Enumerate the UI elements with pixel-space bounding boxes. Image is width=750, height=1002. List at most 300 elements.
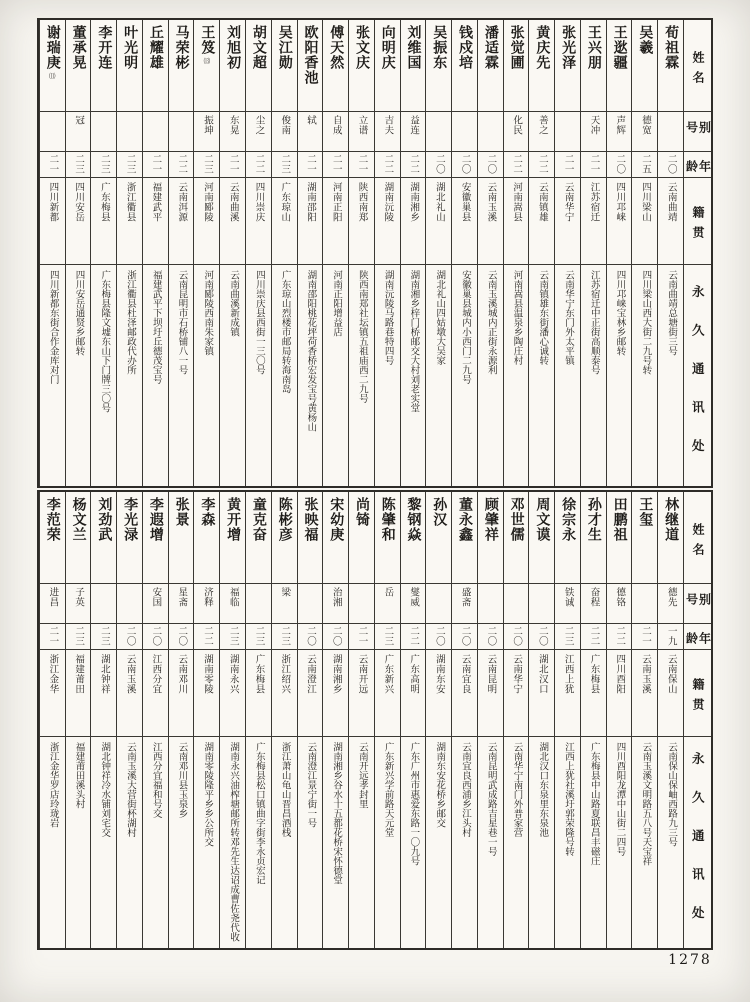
entry-name: 马荣彬: [173, 25, 190, 70]
entry-alias-text: 益连: [408, 115, 420, 135]
entry-name-cell: [169, 492, 194, 584]
entry-address: [349, 265, 374, 486]
col-header-address: [684, 737, 711, 948]
entry-native-place-text: 河南郾陵: [201, 182, 213, 222]
entry-name-cell: [220, 20, 245, 112]
entry-name-wrap: [663, 25, 678, 70]
entry-age-text: 二〇: [305, 626, 317, 646]
entry-native-place-text: 云南澄江: [305, 654, 317, 694]
entry-column: [39, 20, 65, 486]
entry-native-place-text: 湖南湘乡: [408, 182, 420, 222]
entry-native-place-text: 云南开远: [356, 654, 368, 694]
entry-name-wrap: [45, 497, 60, 542]
entry-name-cell: [349, 492, 374, 584]
entry-address-text: 云南玉溪文明路五八号天宝祥: [640, 742, 652, 866]
entry-alias: [478, 584, 503, 624]
entry-native-place-text: 湖南沅陵: [382, 182, 394, 222]
entry-age-text: 二三: [73, 154, 85, 174]
entry-name-cell: [607, 492, 632, 584]
entry-address: [452, 737, 477, 948]
entry-name-cell: [272, 492, 297, 584]
entry-alias: [40, 112, 65, 152]
entry-native-place: [66, 650, 91, 737]
entry-address: [478, 265, 503, 486]
entry-age-text: 二〇: [665, 154, 677, 174]
entry-name-cell: [375, 492, 400, 584]
entry-native-place: [91, 178, 116, 265]
entry-alias-text: 燮威: [408, 587, 420, 607]
entry-alias: [607, 584, 632, 624]
entry-name: 田鹏祖: [611, 497, 628, 542]
entry-column: [116, 492, 142, 948]
entry-name-wrap: [483, 25, 498, 70]
entry-age: [555, 624, 580, 650]
entry-address-text: 广东梅县隆文墟东山下门牌三〇号: [99, 270, 111, 413]
entry-alias: [555, 112, 580, 152]
entry-address-text: 四川安岳通贤乡邮转: [73, 270, 85, 356]
entry-address-text: 河南郾陵西南朱家镇: [202, 270, 214, 356]
entry-age-text: 二〇: [124, 626, 136, 646]
entry-name-wrap: [380, 25, 395, 70]
entry-native-place: [40, 178, 65, 265]
entry-age-text: 二一: [227, 154, 239, 174]
entry-native-place-text: 湖南零陵: [201, 654, 213, 694]
entry-native-place: [401, 178, 426, 265]
entry-age-text: 二〇: [433, 154, 445, 174]
entry-native-place: [555, 178, 580, 265]
entry-native-place: [375, 650, 400, 737]
entry-native-place-text: 云南玉溪: [485, 182, 497, 222]
entry-name-cell: [220, 492, 245, 584]
entry-name-cell: [607, 20, 632, 112]
entry-native-place: [581, 178, 606, 265]
col-header-address-text: 永久通讯处: [690, 751, 706, 945]
entry-age-text: 二三: [124, 154, 136, 174]
entry-address-text: 湖北礼山四姑墩大吴家: [434, 270, 446, 365]
entry-age: [632, 624, 657, 650]
entry-address-text: 江西分宜福和号交: [150, 742, 162, 818]
entry-age-text: 二一: [356, 626, 368, 646]
col-header-alias-text: 别号: [684, 121, 711, 139]
entry-native-place: [117, 178, 142, 265]
entry-native-place: [143, 178, 168, 265]
entry-age-text: 二三: [98, 626, 110, 646]
entry-name-cell: [246, 492, 271, 584]
entry-address: [66, 737, 91, 948]
entry-address: [426, 265, 451, 486]
entry-name-cell: [658, 20, 683, 112]
entry-age: [401, 152, 426, 178]
entry-address-text: 浙江衢县杜泽邮政代办所: [125, 270, 136, 375]
entry-alias: [401, 112, 426, 152]
entry-address-text: 云南玉溪大营街杯湖村: [125, 742, 136, 837]
entry-name-wrap: [586, 25, 601, 70]
entry-name-cell: [117, 492, 142, 584]
entry-alias: [478, 112, 503, 152]
entry-age-text: 二三: [227, 626, 239, 646]
entry-name-wrap: [70, 497, 85, 542]
entry-age: [143, 624, 168, 650]
entry-address: [632, 737, 657, 948]
entry-footnote-mark: ⑾: [48, 72, 56, 80]
entry-alias-text: 尘之: [253, 115, 265, 135]
entry-alias: [504, 584, 529, 624]
entry-age: [91, 152, 116, 178]
col-header-name: [684, 20, 711, 112]
entry-name-wrap: [431, 497, 446, 527]
entry-name-wrap: [534, 25, 549, 70]
entry-address-text: 广东琼山烈楼市邮局转海南岛: [279, 270, 291, 394]
entry-native-place-text: 云南华宁: [562, 182, 574, 222]
entry-name: 黎钢焱: [405, 497, 422, 542]
entry-age-text: 二二: [176, 154, 188, 174]
entry-column: [400, 492, 426, 948]
entry-alias-text: 安国: [150, 587, 162, 607]
entry-alias: [426, 584, 451, 624]
col-header-native-text: 籍贯: [690, 678, 705, 718]
entry-age-text: 二五: [639, 154, 651, 174]
entry-alias: [220, 112, 245, 152]
entry-age: [426, 152, 451, 178]
entry-native-place-text: 四川新都: [47, 182, 59, 222]
entry-age: [66, 152, 91, 178]
entry-name-wrap: [457, 497, 472, 542]
entry-name-wrap: [431, 25, 446, 70]
entry-address-text: 云南镇雄东街潘心诚转: [537, 270, 549, 365]
entry-column: [297, 492, 323, 948]
entry-native-place-text: 湖北钟祥: [98, 654, 110, 694]
entry-age: [349, 152, 374, 178]
entry-name: 陈肇和: [379, 497, 396, 542]
entry-age-text: 二〇: [485, 626, 497, 646]
entry-alias-text: 德宽: [639, 115, 651, 135]
entry-native-place: [143, 650, 168, 737]
entry-native-place: [426, 650, 451, 737]
entry-name: 刘维国: [405, 25, 422, 70]
col-header-alias: [684, 112, 711, 152]
entry-address: [504, 737, 529, 948]
entry-alias: [117, 584, 142, 624]
entry-age: [143, 152, 168, 178]
entry-column: [168, 20, 194, 486]
entry-address: [91, 737, 116, 948]
col-header-address: [684, 265, 711, 486]
entry-name-cell: [452, 492, 477, 584]
entry-name-cell: [143, 492, 168, 584]
entry-age-text: 二一: [150, 154, 162, 174]
entry-address-text: 广东新兴学前路天元堂: [382, 742, 394, 837]
entry-age: [478, 152, 503, 178]
entry-name-cell: [298, 20, 323, 112]
entry-age-text: 二二: [253, 154, 265, 174]
entry-alias: [658, 584, 683, 624]
entry-alias-text: 德先: [665, 587, 677, 607]
entry-age-text: 二二: [382, 154, 394, 174]
entry-name: 孙汉: [431, 497, 448, 527]
entry-native-place-text: 云南曲靖: [665, 182, 677, 222]
entry-native-place: [272, 650, 297, 737]
entry-age: [581, 152, 606, 178]
entry-native-place: [272, 178, 297, 265]
entry-alias: [220, 584, 245, 624]
entry-alias-text: 自成: [330, 115, 342, 135]
entry-alias: [349, 112, 374, 152]
entry-name: 傅天然: [328, 25, 345, 70]
entry-address-text: 江苏宿迁中正街高顺泰号: [588, 270, 600, 375]
entry-native-place-text: 云南玉溪: [639, 654, 651, 694]
entry-alias-text: 济释: [201, 587, 213, 607]
entry-column: [657, 492, 683, 948]
entry-name-cell: [401, 20, 426, 112]
entry-name: 荀祖霖: [663, 25, 680, 70]
entry-address-text: 湖南永兴油榨塘邮所转邓先生达诏成曹佐尧代收: [228, 742, 240, 942]
entry-alias: [323, 112, 348, 152]
entry-alias: [607, 112, 632, 152]
entry-address-text: 四川新都东街合作金库对门: [47, 270, 59, 384]
entry-address-text: 陕西南郑社坛镇五祖庙西二九号: [356, 270, 368, 403]
entry-age: [298, 624, 323, 650]
entry-name-cell: [117, 20, 142, 112]
entry-native-place-text: 湖北汉口: [536, 654, 548, 694]
entry-alias-text: 善之: [536, 115, 548, 135]
entry-age: [504, 624, 529, 650]
entry-alias-text: 岳: [382, 587, 394, 597]
entry-name-wrap: [637, 497, 652, 527]
entry-address: [658, 265, 683, 486]
entry-address: [323, 265, 348, 486]
entry-alias-text: 子英: [73, 587, 85, 607]
entry-native-place-text: 湖南永兴: [227, 654, 239, 694]
col-header-age: [684, 152, 711, 178]
entry-age: [194, 152, 219, 178]
entry-address-text: 四川邛崃宝林乡邮转: [614, 270, 626, 356]
entry-native-place: [220, 650, 245, 737]
entry-name: 叶光明: [122, 25, 139, 70]
entry-address-text: 云南保山保岫西路九三号: [666, 742, 678, 847]
entry-address-text: 湖南沅陵马路巷特四号: [382, 270, 394, 365]
col-header-native-text: 籍贯: [690, 206, 705, 246]
entry-alias: [529, 112, 554, 152]
entry-address-text: 湖南邵阳桃花坪荷香桥宏发宝号黄杨山: [305, 270, 317, 432]
entry-address: [117, 737, 142, 948]
entry-address: [40, 265, 65, 486]
entry-address-text: 云南昆明市石桥铺八一号: [176, 270, 188, 375]
entry-age: [529, 152, 554, 178]
entry-native-place-text: 云南邓川: [176, 654, 188, 694]
entry-native-place: [298, 178, 323, 265]
entry-name-wrap: [277, 25, 292, 70]
entry-name: 徐宗永: [560, 497, 577, 542]
entry-name-cell: [555, 20, 580, 112]
entry-alias: [581, 584, 606, 624]
entry-age: [349, 624, 374, 650]
entry-alias: [169, 112, 194, 152]
entry-age: [658, 152, 683, 178]
entry-name: 黄庆先: [534, 25, 551, 70]
entry-column: [425, 492, 451, 948]
entry-name: 李开连: [96, 25, 113, 70]
entry-address-text: 广东广州市惠爱东路一〇九号: [408, 742, 420, 866]
entry-name-wrap: [174, 25, 189, 70]
entry-name-cell: [143, 20, 168, 112]
entry-column: [528, 492, 554, 948]
entry-alias-text: 治湘: [330, 587, 342, 607]
entry-age-text: 二〇: [511, 626, 523, 646]
entry-age: [40, 152, 65, 178]
entry-name: 向明庆: [379, 25, 396, 70]
entry-name: 刘旭初: [225, 25, 242, 70]
entry-name-wrap: [122, 497, 137, 542]
entry-address: [298, 265, 323, 486]
entry-age: [246, 152, 271, 178]
entry-native-place-text: 云南保山: [665, 654, 677, 694]
entry-name: 周文谟: [534, 497, 551, 542]
entry-native-place: [401, 650, 426, 737]
entry-name-wrap: [354, 25, 369, 70]
entry-alias: [375, 112, 400, 152]
entry-name: 董永鑫: [457, 497, 474, 542]
entry-age-text: 二三: [253, 626, 265, 646]
entry-native-place: [452, 650, 477, 737]
entry-address: [272, 737, 297, 948]
entry-age: [529, 624, 554, 650]
entry-age-text: 二一: [305, 154, 317, 174]
entry-column: [90, 20, 116, 486]
entry-native-place-text: 云南镇雄: [536, 182, 548, 222]
entry-native-place-text: 河南嵩县: [511, 182, 523, 222]
entry-native-place: [452, 178, 477, 265]
entry-address-text: 云南开远孝封里: [356, 742, 368, 809]
entry-column: [322, 20, 348, 486]
entry-name-wrap: [251, 497, 266, 542]
entry-name: 王笈: [199, 25, 216, 55]
entry-name-wrap: [560, 497, 575, 542]
entry-address: [40, 737, 65, 948]
col-header-name-text: 姓名: [690, 523, 705, 563]
entry-native-place: [194, 178, 219, 265]
entry-column: [528, 20, 554, 486]
entry-name-wrap: [199, 25, 214, 65]
entry-age: [504, 152, 529, 178]
entry-name-wrap: [302, 497, 317, 542]
entry-address: [632, 265, 657, 486]
entry-name-cell: [323, 20, 348, 112]
entry-alias-text: 冠: [73, 115, 85, 125]
entry-address: [529, 265, 554, 486]
entry-address-text: 广东梅县中山路夏联昌丰磁庄: [588, 742, 600, 866]
entry-age: [298, 152, 323, 178]
entry-name-wrap: [225, 497, 240, 542]
entry-native-place-text: 云南宜良: [459, 654, 471, 694]
entry-name-wrap: [354, 497, 369, 527]
entry-age-text: 二三: [98, 154, 110, 174]
entry-address: [323, 737, 348, 948]
entry-name: 张文庆: [353, 25, 370, 70]
entry-address: [452, 265, 477, 486]
entry-age: [452, 624, 477, 650]
entry-name-wrap: [457, 25, 472, 70]
entry-name-wrap: [508, 25, 523, 70]
entry-name: 李森: [199, 497, 216, 527]
entry-name-cell: [632, 20, 657, 112]
entry-native-place: [632, 650, 657, 737]
entry-age-text: 二〇: [536, 626, 548, 646]
entry-age: [220, 152, 245, 178]
entry-name-cell: [581, 492, 606, 584]
entry-native-place-text: 四川安岳: [73, 182, 85, 222]
entry-name: 杨文兰: [70, 497, 87, 542]
entry-native-place-text: 云南洱源: [176, 182, 188, 222]
entry-address: [272, 265, 297, 486]
entry-native-place: [658, 650, 683, 737]
entry-column: [451, 20, 477, 486]
entry-address: [349, 737, 374, 948]
entry-age-text: 二一: [639, 626, 651, 646]
entry-native-place-text: 浙江衢县: [124, 182, 136, 222]
entry-name-wrap: [637, 25, 652, 55]
entry-name-wrap: [328, 497, 343, 542]
entry-alias: [272, 112, 297, 152]
entry-name-wrap: [148, 25, 163, 70]
entry-name: 宋幼庚: [328, 497, 345, 542]
entry-column: [503, 492, 529, 948]
entry-name: 林继道: [663, 497, 680, 542]
entry-name-cell: [349, 20, 374, 112]
entry-name-wrap: [612, 497, 627, 542]
entry-address-text: 云南邓川县玉泉乡: [176, 742, 188, 818]
entry-age-text: 二二: [201, 626, 213, 646]
entry-age-text: 二三: [201, 154, 213, 174]
entry-name-wrap: [96, 497, 111, 542]
entry-native-place: [581, 650, 606, 737]
entry-alias: [91, 584, 116, 624]
entry-native-place-text: 云南玉溪: [124, 654, 136, 694]
entry-address: [658, 737, 683, 948]
entry-native-place-text: 安徽巢县: [459, 182, 471, 222]
entry-native-place: [555, 650, 580, 737]
entry-address: [169, 265, 194, 486]
directory-table-top: [37, 18, 713, 488]
entry-native-place-text: 河南正阳: [330, 182, 342, 222]
entry-name-cell: [169, 20, 194, 112]
entry-address-text: 江西上犹社溪圩郭荣隆号转: [563, 742, 575, 856]
entry-age-text: 二二: [408, 626, 420, 646]
entry-name-cell: [426, 492, 451, 584]
entry-alias-text: 俊南: [279, 115, 291, 135]
entry-name: 欧阳香池: [302, 25, 319, 85]
entry-name-wrap: [405, 25, 420, 70]
entry-column: [65, 20, 91, 486]
entry-address-text: 湖南东安花桥乡邮交: [434, 742, 446, 828]
entry-native-place: [246, 178, 271, 265]
entry-alias: [194, 584, 219, 624]
entry-column: [374, 20, 400, 486]
entry-native-place-text: 广东新兴: [382, 654, 394, 694]
entry-age-text: 二〇: [330, 626, 342, 646]
entry-address: [194, 737, 219, 948]
entry-column: [580, 20, 606, 486]
entry-address: [581, 265, 606, 486]
entry-address: [607, 737, 632, 948]
entry-name-wrap: [174, 497, 189, 527]
entry-name-wrap: [663, 497, 678, 542]
entry-name-cell: [581, 20, 606, 112]
entry-alias: [117, 112, 142, 152]
entry-age: [169, 624, 194, 650]
entry-column: [245, 20, 271, 486]
entry-name-cell: [452, 20, 477, 112]
entry-address-text: 湖南湘乡谷水十五都花桥宋怀德堂: [331, 742, 343, 885]
